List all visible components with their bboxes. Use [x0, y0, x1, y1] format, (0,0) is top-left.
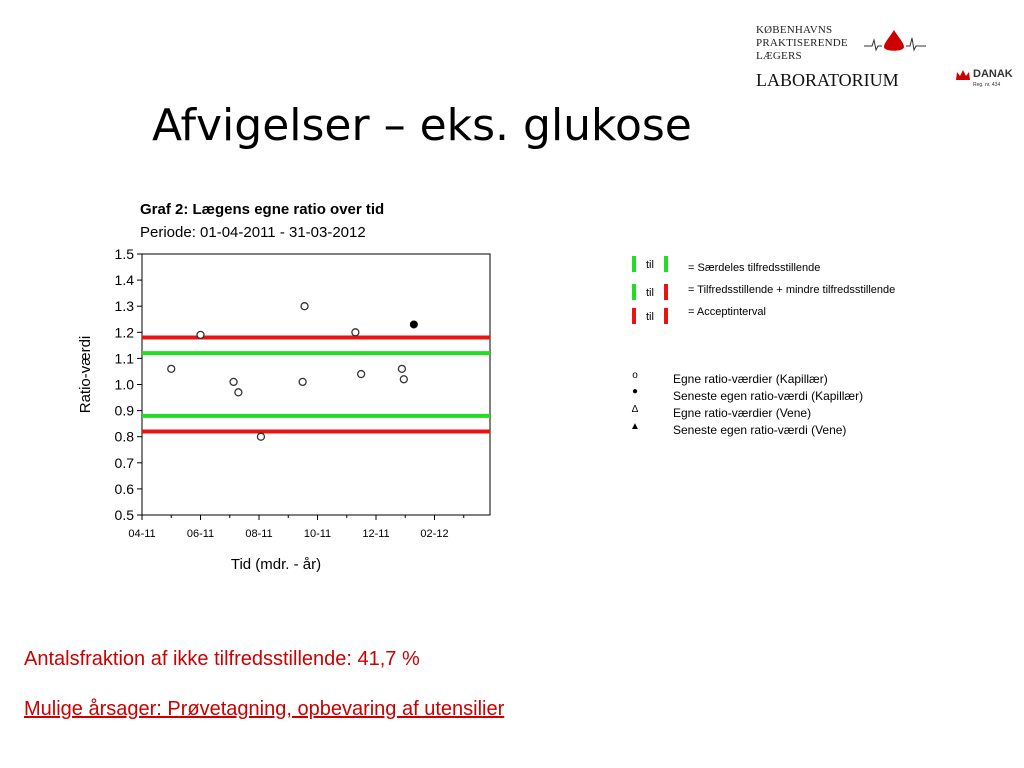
x-tick-label: 08-11	[245, 528, 273, 540]
data-point	[168, 365, 175, 372]
y-tick-label: 0.5	[114, 507, 134, 523]
x-axis-label: Tid (mdr. - år)	[230, 556, 322, 573]
y-tick-label: 1.2	[114, 324, 134, 341]
logo-line-4: LABORATORIUM	[756, 70, 899, 90]
legend-bar-right	[664, 284, 668, 300]
y-tick-label: 0.8	[114, 428, 134, 445]
y-tick-label: 1.1	[114, 350, 134, 367]
data-point	[197, 331, 204, 338]
y-tick-label: 0.9	[114, 402, 134, 419]
y-tick-label: 0.7	[114, 454, 134, 471]
slide-title: Afvigelser – eks. glukose	[152, 100, 692, 151]
y-tick-label: 1.0	[114, 376, 134, 393]
legend-symbol-desc: Seneste egen ratio-værdi (Vene)	[673, 423, 847, 437]
x-tick-label: 04-11	[128, 528, 156, 540]
chart-title: Graf 2: Lægens egne ratio over tid	[140, 201, 385, 218]
data-point	[257, 433, 264, 440]
x-tick-label: 02-12	[420, 528, 449, 540]
data-point	[400, 376, 407, 383]
logo-line-2: PRAKTISERENDE	[756, 37, 848, 49]
filled-circle-icon: ●	[631, 386, 639, 397]
ratio-scatter-chart	[60, 240, 510, 585]
chart-subtitle: Periode: 01-04-2011 - 31-03-2012	[140, 224, 366, 241]
y-tick-label: 0.6	[114, 480, 134, 497]
legend-til: til	[646, 311, 654, 323]
data-point	[358, 371, 365, 378]
legend-bar-right	[664, 256, 668, 272]
legend-range-desc: = Særdeles tilfredsstillende	[688, 262, 821, 274]
crown-icon	[955, 68, 971, 82]
data-point	[235, 389, 242, 396]
legend-bar-left	[632, 256, 636, 272]
data-point	[299, 378, 306, 385]
y-tick-label: 1.4	[114, 272, 134, 289]
legend-range-desc: = Tilfredsstillende + mindre tilfredsstillende	[688, 284, 896, 296]
plot-frame	[142, 254, 490, 515]
data-point	[398, 365, 405, 372]
possible-causes-note: Mulige årsager: Prøvetagning, opbevaring af utensilier	[24, 698, 505, 720]
legend-bar-left	[632, 308, 636, 324]
y-axis-label: Ratio-værdi	[77, 335, 94, 414]
nonsatisfactory-fraction-note: Antalsfraktion af ikke tilfredsstillende: 41,7 %	[24, 648, 420, 670]
legend-bar-right	[664, 308, 668, 324]
x-tick-label: 12-11	[362, 528, 390, 540]
legend-range-desc: = Acceptinterval	[688, 306, 766, 318]
blood-drop-icon	[864, 28, 926, 54]
latest-point	[410, 321, 417, 328]
logo-line-1: KØBENHAVNS	[756, 24, 833, 36]
filled-triangle-icon: ▲	[630, 421, 640, 432]
legend-til: til	[646, 287, 654, 299]
danak-name: DANAK	[973, 68, 1013, 80]
y-tick-label: 1.5	[114, 246, 134, 262]
data-point	[301, 303, 308, 310]
danak-logo	[955, 68, 1015, 94]
legend-bar-left	[632, 284, 636, 300]
danak-reg: Reg. nr. 434	[973, 82, 1001, 88]
y-tick-label: 1.3	[114, 298, 134, 315]
open-triangle-icon: Δ	[631, 404, 639, 415]
x-tick-label: 10-11	[303, 528, 332, 540]
logo-line-3: LÆGERS	[756, 50, 802, 62]
legend-til: til	[646, 259, 654, 271]
legend-symbol-desc: Egne ratio-værdier (Vene)	[673, 406, 812, 420]
data-point	[230, 378, 237, 385]
open-circle-icon: o	[632, 370, 638, 381]
chart-legend	[628, 256, 988, 456]
legend-symbol-desc: Egne ratio-værdier (Kapillær)	[673, 372, 828, 386]
x-tick-label: 06-11	[186, 528, 215, 540]
legend-symbol-desc: Seneste egen ratio-værdi (Kapillær)	[673, 389, 864, 403]
data-point	[352, 329, 359, 336]
